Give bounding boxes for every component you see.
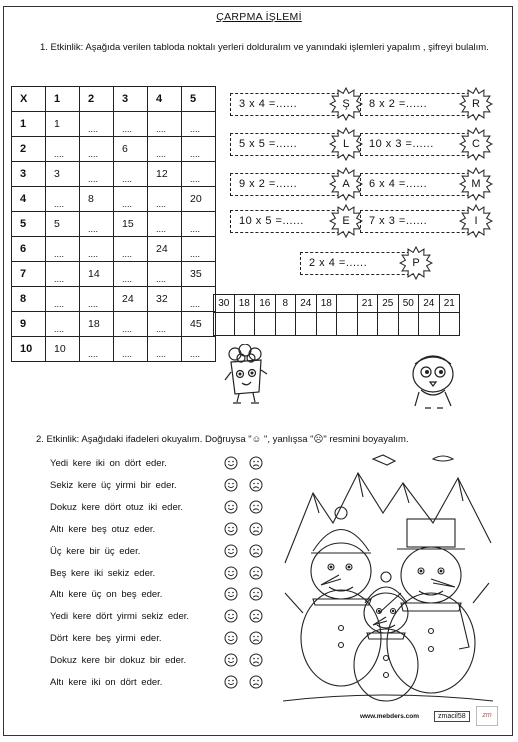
cipher-number-cell: 21 — [439, 295, 460, 313]
smiley-face-icon[interactable] — [224, 631, 238, 645]
equation-box[interactable] — [360, 133, 480, 156]
dotted-placeholder: .... — [54, 274, 65, 284]
cipher-answer-cell[interactable] — [398, 313, 419, 336]
statement-text: Dokuz kere bir dokuz bir eder. — [50, 655, 187, 667]
dotted-placeholder: .... — [156, 149, 167, 159]
table-row — [12, 337, 216, 362]
equation-box[interactable] — [230, 93, 350, 116]
blank-answer-cell[interactable] — [148, 137, 182, 162]
dotted-placeholder: .... — [190, 224, 201, 234]
cipher-answer-cell[interactable] — [296, 313, 317, 336]
cipher-answer-cell[interactable] — [234, 313, 255, 336]
blank-answer-cell[interactable] — [182, 237, 216, 262]
equation-text: 10 x 5 =...... — [239, 215, 304, 227]
dotted-placeholder: .... — [88, 224, 99, 234]
table-row — [12, 112, 216, 137]
dotted-placeholder: .... — [88, 174, 99, 184]
blank-answer-cell[interactable] — [46, 187, 80, 212]
cipher-letter: E — [342, 215, 350, 227]
blank-answer-cell[interactable] — [46, 312, 80, 337]
sad-face-icon[interactable] — [249, 522, 263, 536]
table-header-cell: 3 — [114, 87, 148, 112]
blank-answer-cell[interactable] — [80, 137, 114, 162]
cipher-answer-cell[interactable] — [275, 313, 296, 336]
dotted-placeholder: .... — [88, 299, 99, 309]
cipher-answer-cell[interactable] — [439, 313, 460, 336]
cipher-letter: M — [471, 178, 481, 190]
smiley-face-icon[interactable] — [224, 500, 238, 514]
dotted-placeholder: .... — [190, 299, 201, 309]
blank-answer-cell[interactable] — [182, 137, 216, 162]
table-cell: 24 — [148, 237, 182, 262]
row-header-cell: 1 — [12, 112, 46, 137]
table-row — [12, 237, 216, 262]
blank-answer-cell[interactable] — [182, 337, 216, 362]
table-header-cell: 1 — [46, 87, 80, 112]
dotted-placeholder: .... — [122, 124, 133, 134]
dotted-placeholder: .... — [88, 249, 99, 259]
blank-answer-cell[interactable] — [114, 337, 148, 362]
row-header-cell: 4 — [12, 187, 46, 212]
table-header-cell: 5 — [182, 87, 216, 112]
sad-face-icon[interactable] — [249, 609, 263, 623]
dotted-placeholder: .... — [156, 199, 167, 209]
table-cell: 18 — [80, 312, 114, 337]
table-row — [12, 137, 216, 162]
cipher-number-cell: 16 — [255, 295, 276, 313]
smiley-face-icon[interactable] — [224, 675, 238, 689]
table-cell: 32 — [148, 287, 182, 312]
dotted-placeholder: .... — [122, 249, 133, 259]
cipher-answer-cell[interactable] — [214, 313, 235, 336]
equation-box[interactable] — [360, 93, 480, 116]
row-header-cell: 8 — [12, 287, 46, 312]
equation-text: 9 x 2 =...... — [239, 178, 298, 190]
sad-face-icon[interactable] — [249, 631, 263, 645]
dotted-placeholder: .... — [190, 124, 201, 134]
dotted-placeholder: .... — [190, 149, 201, 159]
blank-answer-cell[interactable] — [46, 262, 80, 287]
blank-answer-cell[interactable] — [148, 312, 182, 337]
statement-text: Altı kere beş otuz eder. — [50, 523, 156, 535]
dotted-placeholder: .... — [122, 274, 133, 284]
sad-face-icon[interactable] — [249, 675, 263, 689]
blank-answer-cell[interactable] — [182, 212, 216, 237]
blank-answer-cell[interactable] — [80, 162, 114, 187]
flower-pot-character-illustration — [221, 344, 273, 406]
blank-answer-cell[interactable] — [46, 287, 80, 312]
smiley-face-icon[interactable] — [224, 653, 238, 667]
table-cell: 3 — [46, 162, 80, 187]
dotted-placeholder: .... — [156, 124, 167, 134]
cipher-number-cell: 30 — [214, 295, 235, 313]
equation-text: 6 x 4 =...... — [369, 178, 428, 190]
cipher-table — [213, 294, 460, 336]
table-cell: 6 — [114, 137, 148, 162]
dotted-placeholder: .... — [122, 199, 133, 209]
dotted-placeholder: .... — [156, 224, 167, 234]
dotted-placeholder: .... — [190, 174, 201, 184]
smiley-face-icon[interactable] — [224, 566, 238, 580]
statement-text: Yedi kere dört yirmi sekiz eder. — [50, 611, 190, 623]
table-cell: 35 — [182, 262, 216, 287]
cipher-number-cell: 18 — [234, 295, 255, 313]
table-cell: 8 — [80, 187, 114, 212]
dotted-placeholder: .... — [88, 349, 99, 359]
cipher-answer-cell[interactable] — [255, 313, 276, 336]
cipher-number-cell: 25 — [378, 295, 399, 313]
dotted-placeholder: .... — [122, 324, 133, 334]
sad-face-icon[interactable] — [249, 478, 263, 492]
dotted-placeholder: .... — [54, 199, 65, 209]
dotted-placeholder: .... — [122, 349, 133, 359]
statement-text: Dokuz kere dört otuz iki eder. — [50, 501, 184, 513]
row-header-cell: 9 — [12, 312, 46, 337]
equation-box[interactable] — [360, 173, 480, 196]
cipher-number-cell: 21 — [357, 295, 378, 313]
sad-face-icon[interactable] — [249, 544, 263, 558]
statement-text: Dört kere beş yirmi eder. — [50, 633, 162, 645]
cipher-answer-cell[interactable] — [357, 313, 378, 336]
statement-text: Altı kere üç on beş eder. — [50, 589, 163, 601]
chick-character-illustration — [405, 350, 463, 412]
table-cell: 14 — [80, 262, 114, 287]
activity2-instruction: 2. Etkinlik: Aşağıdaki ifadeleri okuyalım. Doğruysa "☺ ", yanlışsa "☹" resmini boyayalım. — [36, 434, 409, 445]
equation-text: 3 x 4 =...... — [239, 98, 298, 110]
dotted-placeholder: .... — [54, 249, 65, 259]
cipher-letter: I — [474, 215, 478, 227]
sad-face-icon[interactable] — [249, 587, 263, 601]
row-header-cell: 5 — [12, 212, 46, 237]
table-row — [12, 162, 216, 187]
snowmen-coloring-illustration — [283, 453, 493, 703]
blank-answer-cell[interactable] — [148, 212, 182, 237]
sad-face-icon[interactable] — [249, 566, 263, 580]
statement-text: Altı kere iki on dört eder. — [50, 677, 163, 688]
website-label: www.mebders.com — [360, 713, 419, 720]
table-row — [12, 287, 216, 312]
equation-box[interactable] — [230, 210, 350, 233]
row-header-cell: 2 — [12, 137, 46, 162]
blank-answer-cell[interactable] — [80, 287, 114, 312]
cipher-letter: C — [472, 138, 480, 150]
table-cell: 10 — [46, 337, 80, 362]
cipher-number-cell: 50 — [398, 295, 419, 313]
dotted-placeholder: .... — [54, 149, 65, 159]
row-header-cell: 3 — [12, 162, 46, 187]
blank-answer-cell[interactable] — [148, 337, 182, 362]
cipher-number-cell — [337, 295, 358, 313]
dotted-placeholder: .... — [156, 349, 167, 359]
table-cell: 1 — [46, 112, 80, 137]
blank-answer-cell[interactable] — [182, 287, 216, 312]
equation-box[interactable] — [300, 252, 420, 275]
row-header-cell: 6 — [12, 237, 46, 262]
cipher-answer-cell[interactable] — [419, 313, 440, 336]
blank-answer-cell[interactable] — [148, 262, 182, 287]
dotted-placeholder: .... — [54, 324, 65, 334]
cipher-number-cell: 8 — [275, 295, 296, 313]
dotted-placeholder: .... — [156, 324, 167, 334]
blank-answer-cell[interactable] — [80, 212, 114, 237]
blank-answer-cell[interactable] — [114, 262, 148, 287]
statement-text: Yedi kere iki on dört eder. — [50, 458, 167, 469]
cipher-letter: L — [342, 138, 350, 150]
blank-answer-cell[interactable] — [46, 237, 80, 262]
equation-text: 7 x 3 =...... — [369, 215, 428, 227]
blank-answer-cell[interactable] — [182, 112, 216, 137]
row-header-cell: 7 — [12, 262, 46, 287]
sad-face-icon[interactable] — [249, 500, 263, 514]
table-header-cell: 4 — [148, 87, 182, 112]
table-cell: 24 — [114, 287, 148, 312]
row-header-cell: 10 — [12, 337, 46, 362]
equation-box[interactable] — [360, 210, 480, 233]
blank-answer-cell[interactable] — [182, 162, 216, 187]
cipher-letter: A — [342, 178, 350, 190]
smiley-face-icon[interactable] — [224, 544, 238, 558]
corner-logo: zm — [476, 706, 498, 726]
equation-text: 8 x 2 =...... — [369, 98, 428, 110]
table-cell: 45 — [182, 312, 216, 337]
smiley-face-icon[interactable] — [224, 522, 238, 536]
table-cell: 15 — [114, 212, 148, 237]
cipher-number-cell: 18 — [316, 295, 337, 313]
equation-text: 10 x 3 =...... — [369, 138, 434, 150]
activity1-instruction: 1. Etkinlik: Aşağıda verilen tabloda noktalı yerleri dolduralım ve yanındaki işlemleri yapalım , şifreyi bulalım. — [40, 42, 489, 53]
cipher-answer-cell[interactable] — [337, 313, 358, 336]
dotted-placeholder: .... — [88, 149, 99, 159]
blank-answer-cell[interactable] — [114, 237, 148, 262]
blank-answer-cell[interactable] — [114, 112, 148, 137]
cipher-letter: Ş — [342, 98, 350, 110]
smiley-face-icon[interactable] — [224, 478, 238, 492]
blank-answer-cell[interactable] — [80, 112, 114, 137]
statement-text: Sekiz kere üç yirmi bir eder. — [50, 479, 177, 491]
dotted-placeholder: .... — [54, 299, 65, 309]
blank-answer-cell[interactable] — [148, 187, 182, 212]
table-row — [12, 187, 216, 212]
dotted-placeholder: .... — [156, 274, 167, 284]
table-row — [12, 312, 216, 337]
blank-answer-cell[interactable] — [80, 337, 114, 362]
table-cell: 5 — [46, 212, 80, 237]
worksheet-code: zmacil58 — [434, 711, 470, 722]
table-cell: 20 — [182, 187, 216, 212]
cipher-letter: P — [412, 257, 420, 269]
table-cell: 12 — [148, 162, 182, 187]
smiley-face-icon[interactable] — [224, 587, 238, 601]
blank-answer-cell[interactable] — [46, 137, 80, 162]
sad-face-icon[interactable] — [249, 456, 263, 470]
blank-answer-cell[interactable] — [114, 162, 148, 187]
blank-answer-cell[interactable] — [80, 237, 114, 262]
cipher-answer-cell[interactable] — [316, 313, 337, 336]
sad-face-icon[interactable] — [249, 653, 263, 667]
multiplication-table — [11, 86, 216, 362]
table-header-cell: X — [12, 87, 46, 112]
cipher-letter: R — [472, 98, 480, 110]
dotted-placeholder: .... — [190, 349, 201, 359]
equation-box[interactable] — [230, 173, 350, 196]
equation-text: 2 x 4 =...... — [309, 257, 368, 269]
page-title: ÇARPMA İŞLEMİ — [216, 11, 302, 23]
smiley-face-icon[interactable] — [224, 456, 238, 470]
table-header-cell: 2 — [80, 87, 114, 112]
dotted-placeholder: .... — [122, 174, 133, 184]
smiley-face-icon[interactable] — [224, 609, 238, 623]
equation-text: 5 x 5 =...... — [239, 138, 298, 150]
blank-answer-cell[interactable] — [114, 312, 148, 337]
table-row — [12, 262, 216, 287]
blank-answer-cell[interactable] — [114, 187, 148, 212]
dotted-placeholder: .... — [88, 124, 99, 134]
cipher-number-cell: 24 — [419, 295, 440, 313]
cipher-number-cell: 24 — [296, 295, 317, 313]
statement-text: Üç kere bir üç eder. — [50, 545, 141, 557]
dotted-placeholder: .... — [190, 249, 201, 259]
table-row — [12, 212, 216, 237]
statement-text: Beş kere iki sekiz eder. — [50, 567, 156, 579]
cipher-answer-cell[interactable] — [378, 313, 399, 336]
equation-box[interactable] — [230, 133, 350, 156]
blank-answer-cell[interactable] — [148, 112, 182, 137]
